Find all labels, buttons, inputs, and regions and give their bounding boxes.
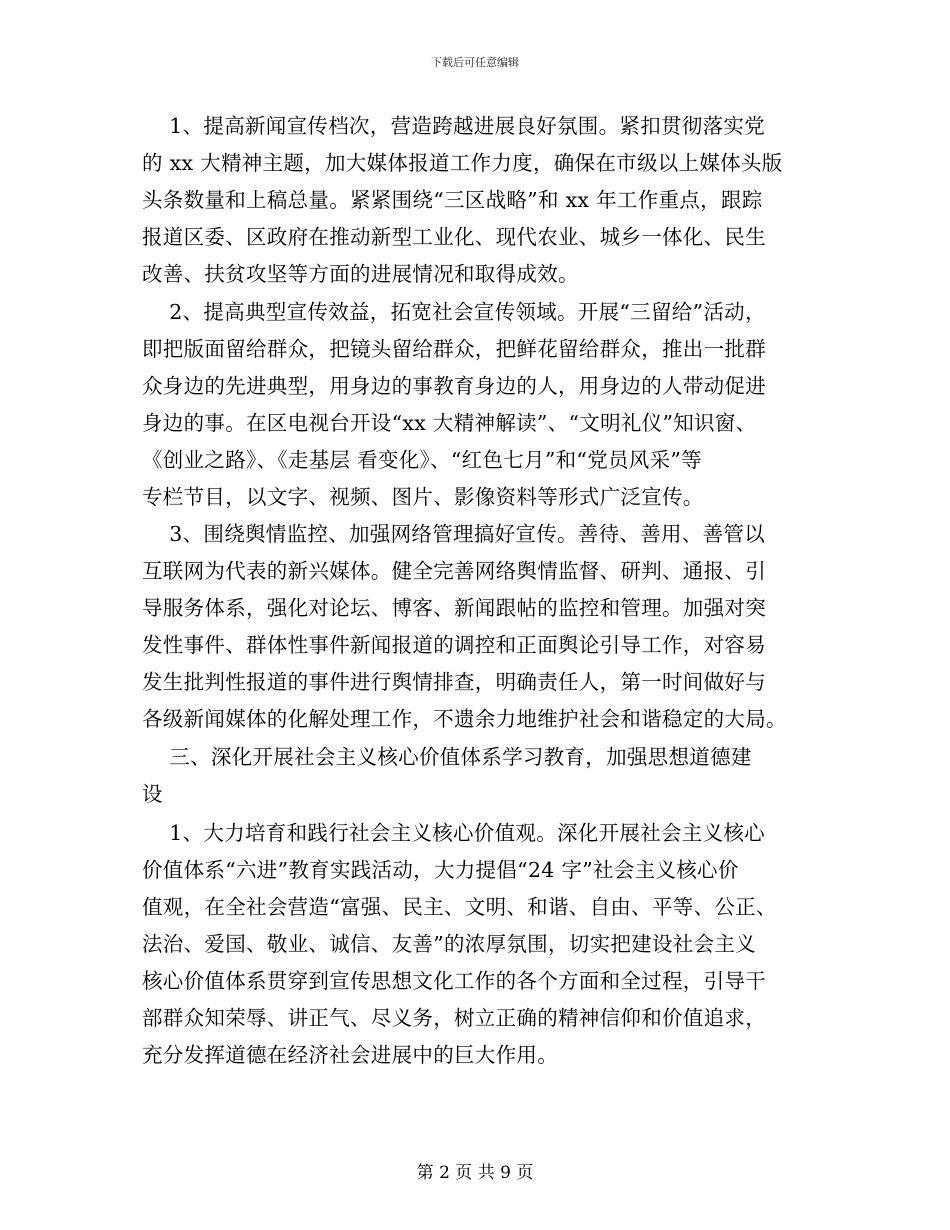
text-line: 各级新闻媒体的化解处理工作，不遗余力地维护社会和谐稳定的大局。 [142,707,787,731]
section-heading-line: 设 [142,782,163,806]
text-line: 发性事件、群体性事件新闻报道的调控和正面舆论引导工作，对容易 [142,633,766,657]
text-line: 报道区委、区政府在推动新型工业化、现代农业、城乡一体化、民生 [142,225,766,249]
text-line: 导服务体系，强化对论坛、博客、新闻跟帖的监控和管理。加强对突 [142,596,766,620]
text-line: 价值体系“六进”教育实践活动，大力提倡“24 字”社会主义核心价 [142,858,739,882]
text-line: 法治、爱国、敬业、诚信、友善”的浓厚氛围，切实把建设社会主义 [142,932,756,956]
text-line: 互联网为代表的新兴媒体。健全完善网络舆情监督、研判、通报、引 [142,559,766,583]
text-line: 部群众知荣辱、讲正气、尽义务，树立正确的精神信仰和价值追求， [142,1006,766,1030]
text-line: 的 xx 大精神主题，加大媒体报道工作力度，确保在市级以上媒体头版 [142,151,783,175]
page-footer: 第 2 页 共 9 页 [416,1163,534,1183]
text-line: 改善、扶贫攻坚等方面的进展情况和取得成效。 [142,262,579,286]
text-line: 2、提高典型宣传效益，拓宽社会宣传领域。开展“三留给”活动， [142,300,766,324]
text-line: 核心价值体系贯穿到宣传思想文化工作的各个方面和全过程，引导干 [142,969,766,993]
text-line: 1、大力培育和践行社会主义核心价值观。深化开展社会主义核心 [142,821,766,845]
text-line: 值观，在全社会营造“富强、民主、文明、和谐、自由、平等、公正、 [142,895,777,919]
text-line: 充分发挥道德在经济社会进展中的巨大作用。 [142,1043,558,1067]
text-line: 众身边的先进典型，用身边的事教育身边的人，用身边的人带动促进 [142,374,766,398]
text-line: 专栏节目，以文字、视频、图片、影像资料等形式广泛宣传。 [142,485,704,509]
page-header: 下载后可任意编辑 [431,56,519,69]
text-line: 3、围绕舆情监控、加强网络管理搞好宣传。善待、善用、善管以 [142,522,766,546]
section-heading-line: 三、深化开展社会主义核心价值体系学习教育，加强思想道德建 [142,745,752,769]
text-line: 发生批判性报道的事件进行舆情排查，明确责任人，第一时间做好与 [142,670,766,694]
text-line: 头条数量和上稿总量。紧紧围绕“三区战略”和 xx 年工作重点，跟踪 [142,188,763,212]
text-line: 《创业之路》、《走基层 看变化》、“红色七月”和“党员风采”等 [142,448,702,472]
text-line: 1、提高新闻宣传档次，营造跨越进展良好氛围。紧扣贯彻落实党 [142,114,766,138]
text-line: 即把版面留给群众，把镜头留给群众，把鲜花留给群众，推出一批群 [142,337,766,361]
text-line: 身边的事。在区电视台开设“xx 大精神解读”、“文明礼仪”知识窗、 [142,411,757,435]
